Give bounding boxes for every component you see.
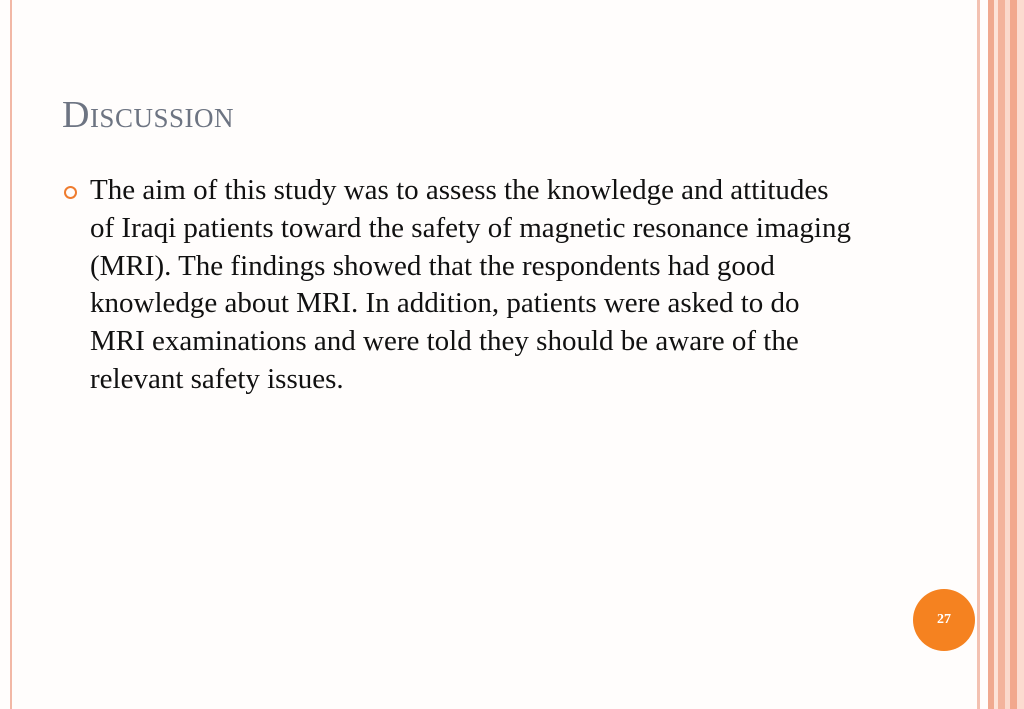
- right-decorative-stripe: [1010, 0, 1017, 709]
- right-decorative-stripe: [1017, 0, 1024, 709]
- slide-content: [62, 172, 852, 399]
- left-border-line: [10, 0, 12, 709]
- slide-title: Discussion: [62, 94, 234, 136]
- page-number-badge: 27: [913, 589, 975, 651]
- right-decorative-stripe: [977, 0, 980, 709]
- bullet-circle-icon: [64, 186, 77, 199]
- bullet-text: The aim of this study was to assess the knowledge and attitudes of Iraqi patients toward the safety of magnetic resonance imaging (MRI). The findings showed that the respondents had good knowledge about MRI. In addition, patients were asked to do MRI examinations and were told they should be aware of the relevant safety issues.: [90, 174, 851, 395]
- right-decorative-stripe: [998, 0, 1005, 709]
- bullet-item: [62, 172, 852, 399]
